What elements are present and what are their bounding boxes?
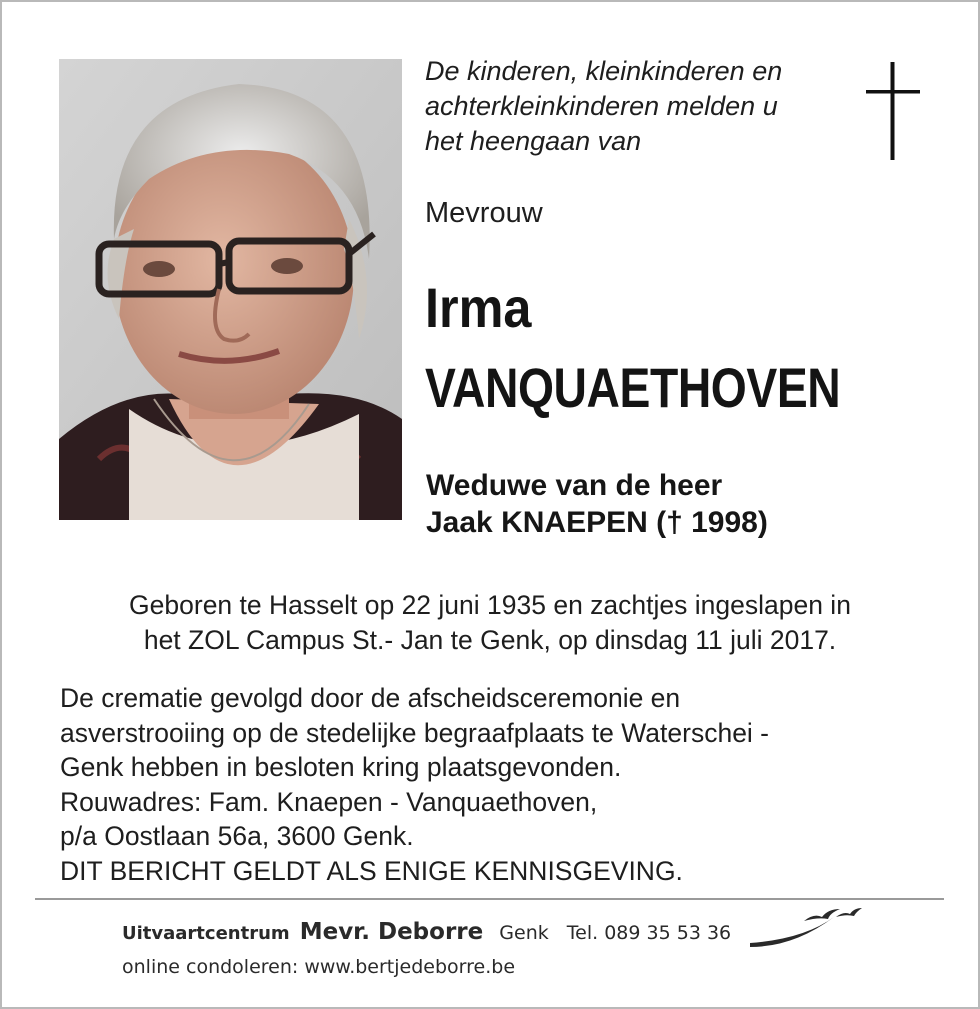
- deceased-last-name: VANQUAETHOVEN: [425, 356, 841, 419]
- spouse-info: [426, 467, 768, 541]
- online-condolence-link[interactable]: online condoleren: www.bertjedeborre.be: [122, 956, 516, 978]
- funeral-home-contact: [122, 914, 762, 952]
- notice-line: Genk hebben in besloten kring plaatsgevonden.: [60, 752, 622, 783]
- notice-line: p/a Oostlaan 56a, 3600 Genk.: [60, 821, 414, 852]
- portrait-illustration: [59, 59, 402, 520]
- birth-line: het ZOL Campus St.- Jan te Genk, op dinsdag 11 juli 2017.: [143, 625, 837, 655]
- latin-cross-icon: [864, 62, 924, 160]
- notice-line: asverstrooiing op de stedelijke begraafplaats te Waterschei -: [60, 717, 770, 748]
- spouse-line: Jaak KNAEPEN († 1998): [426, 506, 768, 539]
- funeral-home-city: Genk: [499, 922, 549, 944]
- funeral-home-phone: Tel. 089 35 53 36: [566, 922, 732, 944]
- notice-line: DIT BERICHT GELDT ALS ENIGE KENNISGEVING.: [60, 855, 683, 886]
- intro-text: [425, 54, 845, 159]
- funeral-director: Mevr. Deborre: [299, 919, 484, 945]
- birth-line: Geboren te Hasselt op 22 juni 1935 en zachtjes ingeslapen in: [129, 590, 851, 620]
- intro-line: De kinderen, kleinkinderen en: [425, 56, 783, 86]
- footer-divider: [35, 898, 944, 900]
- intro-line: achterkleinkinderen melden u: [425, 91, 778, 121]
- birth-death-text: [36, 588, 944, 658]
- spouse-line: Weduwe van de heer: [426, 469, 723, 502]
- deceased-title: Mevrouw: [425, 197, 543, 229]
- notice-line: De crematie gevolgd door de afscheidsceremonie en: [60, 683, 681, 713]
- birds-logo-icon: [744, 903, 866, 951]
- deceased-first-name: Irma: [425, 276, 532, 339]
- notice-line: Rouwadres: Fam. Knaepen - Vanquaethoven,: [60, 786, 598, 817]
- funeral-home-name: Uitvaartcentrum: [122, 923, 290, 944]
- intro-line: het heengaan van: [425, 126, 642, 156]
- ceremony-notice: [60, 681, 940, 889]
- portrait-photo: [59, 59, 402, 520]
- funeral-home-footer: [122, 914, 762, 982]
